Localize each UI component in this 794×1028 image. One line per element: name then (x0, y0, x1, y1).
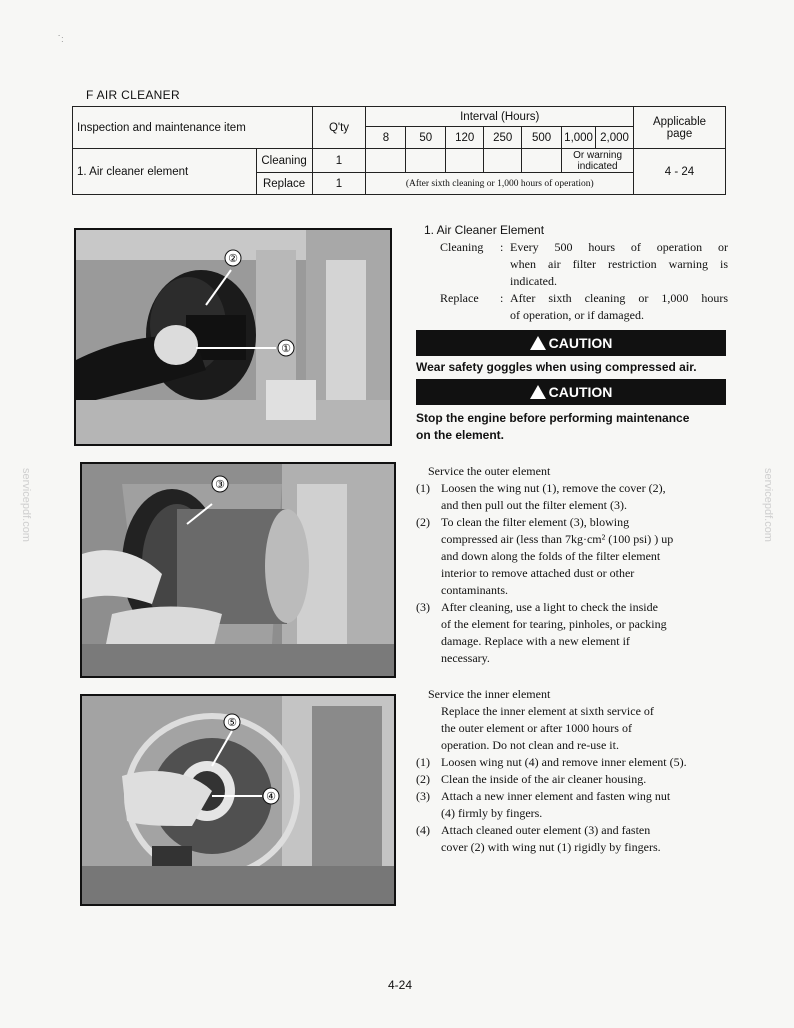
step-line: necessary. (441, 651, 490, 665)
warning-triangle-icon (530, 385, 546, 399)
outer-element-procedure (416, 463, 728, 667)
step-line: compressed air (less than 7kg·cm² (100 psi) ) up (441, 532, 674, 546)
warning-triangle-icon (530, 336, 546, 350)
replace-note: (After sixth cleaning or 1,000 hours of operation) (366, 173, 634, 195)
step-line: cover (2) with wing nut (1) rigidly by fingers. (441, 840, 661, 854)
photo-cover-removal-image (76, 230, 390, 444)
step-line: of the element for tearing, pinholes, or packing (441, 617, 667, 631)
applicable-header-line2: page (666, 127, 693, 140)
photo-inner-element-image (82, 696, 394, 904)
warning-note-line2: indicated (577, 160, 618, 172)
cleaning-text-line: Every 500 hours of operation or (510, 240, 728, 254)
step-number: (3) (416, 600, 430, 614)
list-item (416, 599, 728, 667)
step-line: After cleaning, use a light to check the inside (441, 600, 658, 614)
hour-cell: 8 (366, 127, 406, 149)
caution-banner (416, 379, 726, 405)
intro-line: the outer element or after 1000 hours of (441, 721, 632, 735)
watermark-left: servicepdf.com (20, 468, 32, 542)
warning-note (562, 149, 634, 173)
item-name: 1. Air cleaner element (73, 149, 257, 195)
section-title: F AIR CLEANER (86, 88, 180, 102)
inner-heading: Service the inner element (428, 687, 551, 701)
caution-label: CAUTION (548, 335, 613, 351)
caution-label: CAUTION (548, 384, 613, 400)
list-item (416, 514, 728, 599)
caution-banner (416, 330, 726, 356)
step-number: (4) (416, 823, 430, 837)
step-line: and down along the folds of the filter element (441, 549, 661, 563)
step-number: (3) (416, 789, 430, 803)
callout-3: ③ (215, 479, 225, 491)
step-line: interior to remove attached dust or other (441, 566, 635, 580)
outer-heading: Service the outer element (428, 464, 551, 478)
applicable-page: 4 - 24 (634, 149, 726, 195)
action-replace: Replace (256, 173, 312, 195)
applicable-header (634, 107, 726, 149)
photo-inner-element (80, 694, 396, 906)
photo-cover-removal (74, 228, 392, 446)
replace-label: Replace (440, 291, 479, 305)
cleaning-text-line: indicated. (510, 274, 557, 288)
applicable-header-line1: Applicable (652, 115, 707, 128)
step-line: To clean the filter element (3), blowing (441, 515, 630, 529)
action-cleaning: Cleaning (256, 149, 312, 173)
qty-replace: 1 (312, 173, 366, 195)
step-number: (2) (416, 515, 430, 529)
caution-text-line: Stop the engine before performing maintenance (416, 411, 690, 425)
hour-cell: 2,000 (596, 127, 634, 149)
hour-cell: 120 (446, 127, 484, 149)
callout-4: ④ (266, 791, 276, 803)
qty-header: Q'ty (312, 107, 366, 149)
callout-2: ② (228, 253, 238, 265)
step-line: Attach cleaned outer element (3) and fasten (441, 823, 651, 837)
hour-cell: 250 (484, 127, 522, 149)
hour-cell: 500 (522, 127, 562, 149)
intro-line: operation. Do not clean and re-use it. (441, 738, 619, 752)
caution-text: Wear safety goggles when using compressed air. (416, 360, 697, 374)
step-line: and then pull out the filter element (3). (441, 498, 627, 512)
replace-text-line: of operation, or if damaged. (510, 308, 644, 322)
callout-1: ① (281, 343, 291, 355)
caution-text-line: on the element. (416, 428, 505, 442)
step-line: Loosen the wing nut (1), remove the cover (2), (441, 481, 666, 495)
list-item (416, 480, 728, 514)
replace-text-line: After sixth cleaning or 1,000 hours (510, 291, 728, 305)
list-item (416, 754, 728, 771)
inner-intro (416, 703, 728, 754)
step-number: (1) (416, 481, 430, 495)
step-number: (2) (416, 772, 430, 786)
photo-outer-element (80, 462, 396, 678)
cleaning-label: Cleaning (440, 240, 484, 254)
hour-cell: 50 (406, 127, 446, 149)
list-item (416, 771, 728, 788)
replace-text (510, 290, 728, 324)
step-line: Loosen wing nut (4) and remove inner element (5). (441, 755, 687, 769)
corner-mark: ˙ː (58, 34, 64, 44)
watermark-right: servicepdf.com (762, 468, 774, 542)
replace-colon: : (500, 291, 504, 305)
list-item (416, 822, 728, 856)
hour-cell: 1,000 (562, 127, 596, 149)
step-line: Attach a new inner element and fasten wing nut (441, 789, 671, 803)
caution-text (416, 410, 728, 444)
step-number: (1) (416, 755, 430, 769)
list-item (416, 788, 728, 822)
page-number: 4-24 (388, 978, 413, 992)
element-title: 1. Air Cleaner Element (424, 223, 545, 237)
photo-outer-element-image (82, 464, 394, 676)
step-line: Clean the inside of the air cleaner housing. (441, 772, 647, 786)
step-line: (4) firmly by fingers. (441, 806, 543, 820)
maintenance-table (72, 106, 726, 195)
callout-5: ⑤ (227, 717, 237, 729)
cleaning-text-line: when air filter restriction warning is (510, 257, 728, 271)
warning-note-line1: Or warning (573, 149, 622, 161)
qty-cleaning: 1 (312, 149, 366, 173)
step-line: damage. Replace with a new element if (441, 634, 630, 648)
item-header: Inspection and maintenance item (73, 107, 313, 149)
cleaning-text (510, 239, 728, 290)
inner-element-procedure (416, 686, 728, 856)
interval-header: Interval (Hours) (366, 107, 634, 127)
step-line: contaminants. (441, 583, 508, 597)
cleaning-colon: : (500, 240, 504, 254)
intro-line: Replace the inner element at sixth service of (441, 704, 654, 718)
